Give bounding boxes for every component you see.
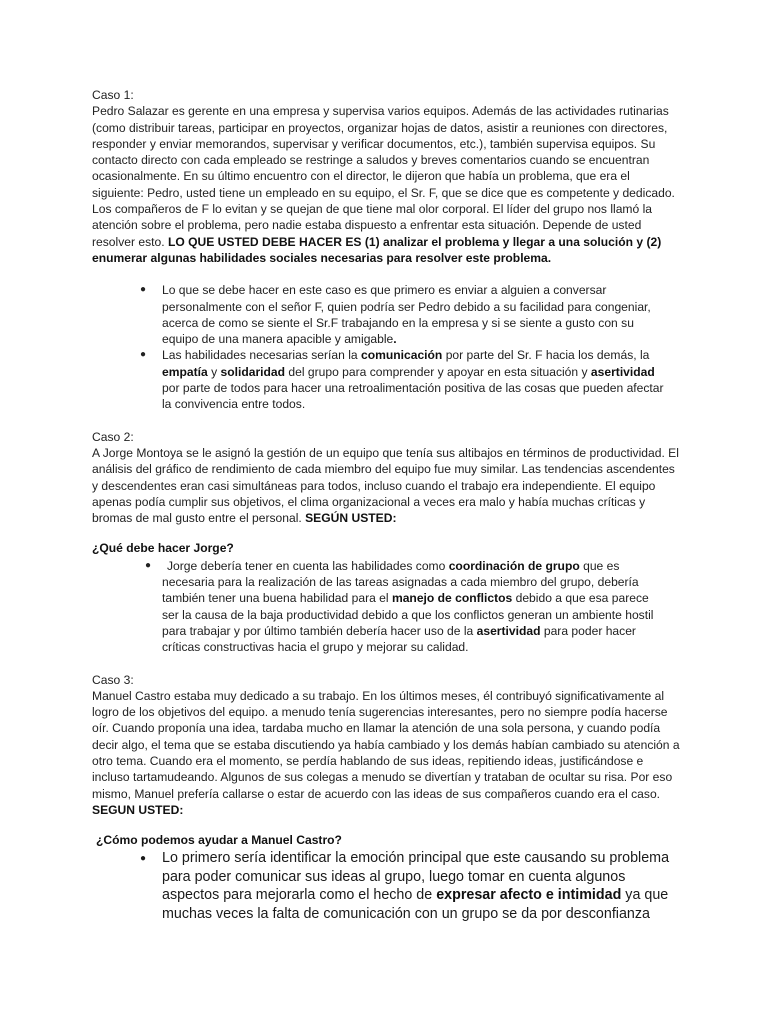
case1-answer-list	[140, 282, 664, 412]
case3-text: Manuel Castro estaba muy dedicado a su trabajo. En los últimos meses, él contribuyó significativamente al logro de los objetivos del equipo. a menudo tenía sugerencias interesantes, pero no siempre podía hacerse oír. Cuando proponía una idea, tardaba mucho en llamar la atención de una sola persona, y cuando podía decir algo, el tema que se estaba discutiendo ya había cambiado y los demás habían cambiado su atención a otro tema. Cuando era el momento, se perdía hablando de sus ideas, repitiendo ideas, justificándose e incluso tartamudeando. Algunos de sus colegas a menudo se divertían y trataban de ocultar su risa. Por eso mismo, Manuel prefería callarse o estar de acuerdo con las ideas de sus compañeros cuando era el caso.	[92, 688, 680, 801]
case2-bullet-bold-1: coordinación de grupo	[448, 558, 580, 573]
case1-bullet-2-bold-2: empatía	[162, 364, 208, 379]
case2-question: ¿Qué debe hacer Jorge?	[92, 541, 234, 556]
case1-bullet-2-bold-4: asertividad	[590, 364, 655, 379]
bullet-icon: ●	[145, 559, 152, 571]
case1-instruction: LO QUE USTED DEBE HACER ES (1) analizar el problema y llegar a una solución y (2) enumerar algunas habilidades sociales necesarias para resolver este problema.	[92, 234, 662, 265]
case1-bullet-2	[140, 347, 664, 412]
case1-body	[92, 103, 680, 266]
case1-bullet-2-text-e: del grupo para comprender y apoyar en esta situación y	[285, 364, 591, 379]
bullet-icon: ●	[140, 284, 147, 296]
document-page	[92, 87, 680, 923]
case2-bullet-bold-3: asertividad	[476, 623, 541, 638]
case3-bullet-bold-1: expresar afecto e intimidad	[436, 887, 622, 904]
case1-bullet-1-end: .	[393, 332, 397, 347]
case1-bullet-2-text-c: por parte del Sr. F hacia los demás, la	[442, 348, 650, 363]
case2-answer-list	[145, 558, 668, 656]
case1-bullet-2-bold-1: comunicación	[361, 348, 443, 363]
bullet-icon: ●	[140, 853, 147, 865]
case2-heading: Caso 2:	[92, 429, 134, 444]
case1-heading: Caso 1:	[92, 88, 134, 102]
case3-bullet-text-a: Lo primero sería identificar la emoción principal que este causando su problema para poder comunicar sus ideas al grupo, luego tomar en cuenta algunos aspectos para mejorarla como el hecho de	[162, 850, 670, 904]
case1-bullet-1-text: Lo que se debe hacer en este caso es que primero es enviar a alguien a conversar personalmente con el señor F, quien podría ser Pedro debido a su facilidad para congeniar, acerca de como se siente el Sr.F trabajando en la empresa y si se siente a gusto con su equipo de una manera apacible y amigable	[162, 283, 651, 347]
case2-text: A Jorge Montoya se le asignó la gestión de un equipo que tenía sus altibajos en términos de productividad. El análisis del gráfico de rendimiento de cada miembro del equipo fue muy similar. Las tendencias ascendentes y descendentes eran casi simultáneas para todos, incluso cuando el trabajo era independiente. El equipo apenas podía cumplir sus objetivos, el clima organizacional a veces era malo y había muchas críticas y bromas de mal gusto entre el personal.	[92, 445, 679, 526]
case1-bullet-2-bold-3: solidaridad	[220, 364, 286, 379]
case2-bullet-text-a: Jorge debería tener en cuenta las habilidades como	[167, 558, 449, 573]
case2-bullet-text-e: para poder hacer críticas constructivas hacia el grupo y mejorar su calidad.	[162, 623, 636, 655]
case3-emphasis: SEGUN USTED:	[92, 802, 184, 817]
case2-bullet-bold-2: manejo de conflictos	[391, 591, 513, 606]
case1-bullet-2-text-a: Las habilidades necesarias serían la	[162, 348, 361, 363]
case2-body	[92, 445, 680, 526]
case3-heading: Caso 3:	[92, 672, 134, 687]
case2-bullet	[145, 558, 668, 656]
case1-bullet-1	[140, 282, 664, 347]
case2-bullet-text-c: que es necesaria para la realización de las tareas asignadas a cada miembro del grupo, debería también tener una buena habilidad para el	[162, 558, 639, 606]
case3-answer-list	[140, 849, 682, 923]
case2-emphasis: SEGÚN USTED:	[305, 511, 397, 526]
case3-bullet-text-c: ya que muchas veces la falta de comunicación con un grupo se da por desconfianza	[162, 887, 669, 922]
case3-bullet	[140, 849, 682, 923]
case1-text: Pedro Salazar es gerente en una empresa y supervisa varios equipos. Además de las actividades rutinarias (como distribuir tareas, participar en proyectos, organizar hojas de datos, asistir a reuniones con directores, responder y enviar memorandos, supervisar y verificar documentos, etc.), también supervisa equipos. Su contacto directo con cada empleado se restringe a saludos y breves comentarios cuando se encuentran ocasionalmente. En su último encuentro con el director, le dijeron que había un problema, que era el siguiente: Pedro, usted tiene un empleado en su equipo, el Sr. F, que se dice que es competente y dedicado. Los compañeros de F lo evitan y se quejan de que tiene mal olor corporal. El líder del grupo nos llamó la atención sobre el problema, pero nadie estaba dispuesto a enfrentar esta situación. Depende de usted resolver esto.	[92, 104, 675, 249]
case1-bullet-2-text-d: y	[207, 364, 221, 379]
bullet-icon: ●	[140, 349, 147, 361]
case3-body	[92, 688, 680, 818]
case2-bullet-text-d: debido a que esa parece ser la causa de la baja productividad debido a que los conflictos generan un ambiente hostil para trabajar y por último también debería hacer uso de la	[162, 591, 654, 638]
case3-question: ¿Cómo podemos ayudar a Manuel Castro?	[96, 833, 342, 848]
case1-bullet-2-text-f: por parte de todos para hacer una retroalimentación positiva de las cosas que pueden afectar la convivencia entre todos.	[162, 381, 664, 412]
